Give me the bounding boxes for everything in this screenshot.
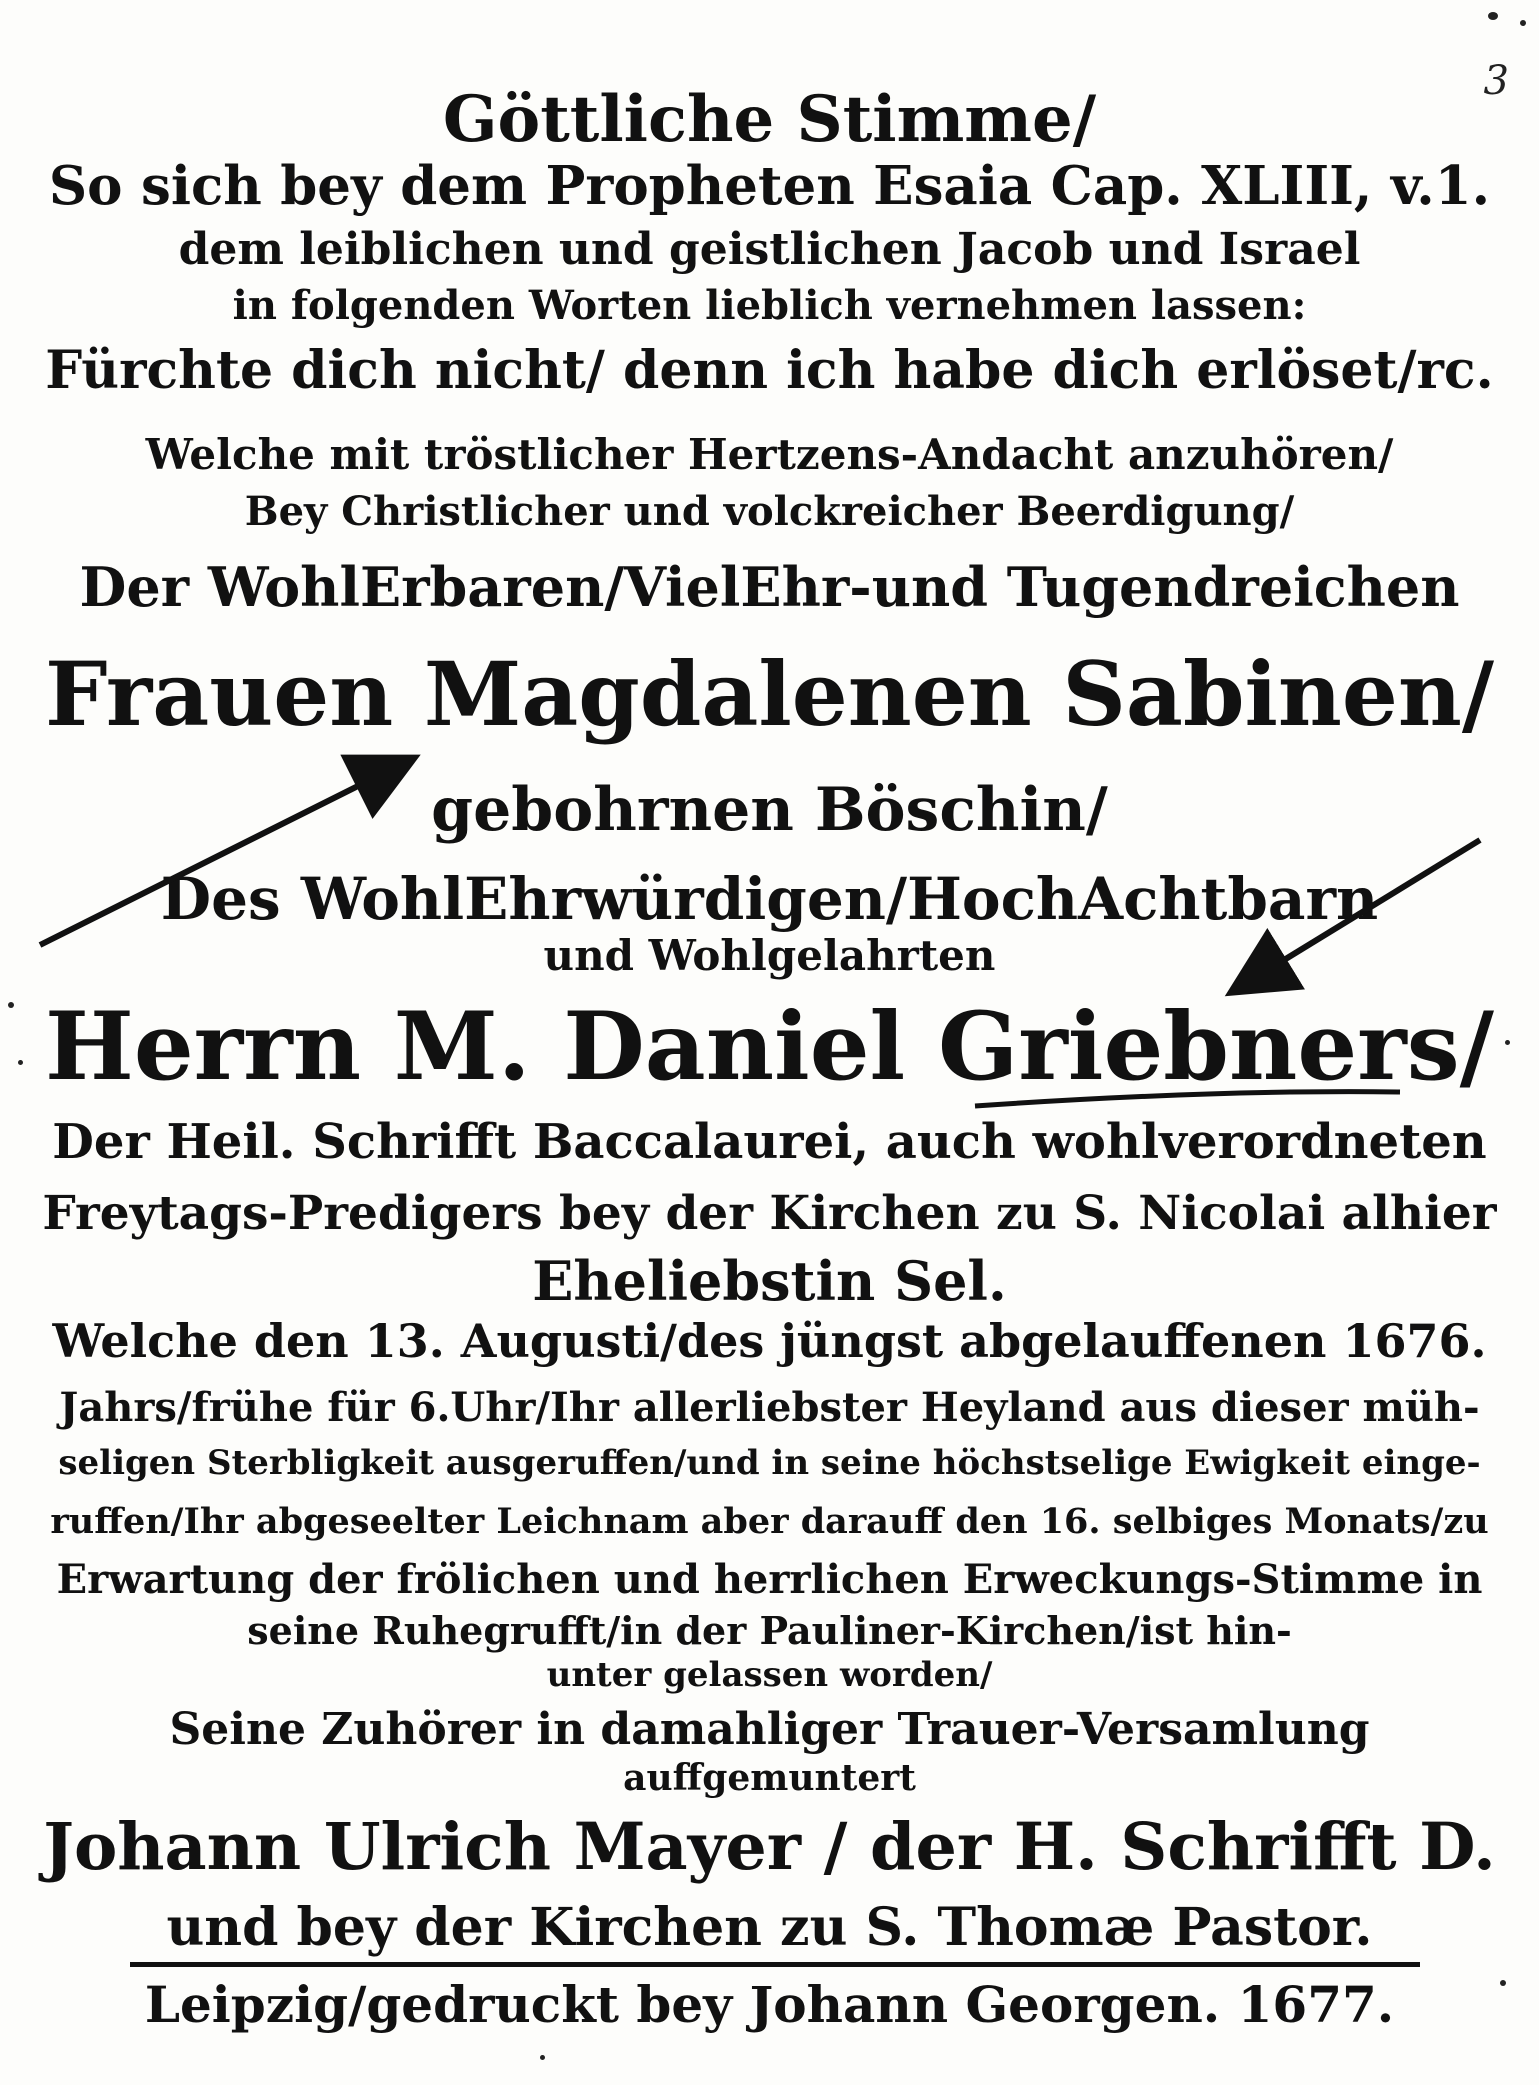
print-speck — [1488, 12, 1498, 20]
text-line: Fürchte dich nicht/ denn ich habe dich erlöset/rc. — [45, 340, 1494, 401]
print-speck — [1520, 20, 1526, 26]
text-line: ruffen/Ihr abgeseelter Leichnam aber darauff den 16. selbiges Monats/zu — [50, 1501, 1489, 1542]
deceased-name-line: Frauen Magdalenen Sabinen/ — [44, 642, 1495, 746]
print-speck — [18, 1060, 23, 1065]
print-speck — [540, 2055, 545, 2060]
text-line: Eheliebstin Sel. — [532, 1249, 1007, 1313]
print-speck — [1500, 1980, 1506, 1986]
text-line: Der Heil. Schrifft Baccalaurei, auch wohlverordneten — [52, 1114, 1487, 1170]
text-line: Welche den 13. Augusti/des jüngst abgelauffenen 1676. — [52, 1314, 1487, 1368]
text-line: seligen Sterbligkeit ausgeruffen/und in seine höchstselige Ewigkeit einge- — [58, 1443, 1481, 1483]
text-line: Erwartung der frölichen und herrlichen Erweckungs-Stimme in — [56, 1556, 1483, 1603]
text-line: So sich bey dem Propheten Esaia Cap. XLIII, v.1. — [48, 155, 1491, 217]
print-speck — [8, 1002, 14, 1008]
title-line: Göttliche Stimme/ — [442, 82, 1097, 157]
text-line: Seine Zuhörer in damahliger Trauer-Versamlung — [169, 1704, 1370, 1755]
text-line: und Wohlgelahrten — [543, 931, 996, 980]
left-arrow — [40, 760, 410, 945]
text-line: Der WohlErbaren/VielEhr-und Tugendreichen — [79, 555, 1460, 619]
husband-name-line: Herrn M. Daniel Griebners/ — [45, 992, 1494, 1102]
author-line: Johann Ulrich Mayer / der H. Schrifft D. — [43, 1809, 1496, 1885]
text-line: und bey der Kirchen zu S. Thomæ Pastor. — [166, 1897, 1373, 1958]
imprint-line: Leipzig/gedruckt bey Johann Georgen. 1677. — [144, 1975, 1395, 2034]
text-line: auffgemuntert — [623, 1757, 916, 1799]
text-line: seine Ruhegrufft/in der Pauliner-Kirchen/ist hin- — [247, 1608, 1292, 1653]
text-line: unter gelassen worden/ — [546, 1655, 993, 1695]
page-number: 3 — [1483, 58, 1509, 104]
text-line: Des WohlEhrwürdigen/HochAchtbarn — [160, 865, 1379, 933]
text-line: dem leiblichen und geistlichen Jacob und Israel — [178, 224, 1361, 275]
print-speck — [1505, 1040, 1510, 1045]
text-line: in folgenden Worten lieblich vernehmen lassen: — [232, 282, 1307, 329]
text-line: Welche mit tröstlicher Hertzens-Andacht anzuhören/ — [145, 430, 1394, 479]
handwritten-underline — [975, 1092, 1400, 1106]
text-line: Bey Christlicher und volckreicher Beerdigung/ — [244, 488, 1295, 535]
right-arrow — [1235, 840, 1480, 990]
text-line: gebohrnen Böschin/ — [431, 775, 1108, 845]
text-line: Freytags-Predigers bey der Kirchen zu S. Nicolai alhier — [42, 1186, 1497, 1241]
text-line: Jahrs/frühe für 6.Uhr/Ihr allerliebster Heyland aus dieser müh- — [59, 1384, 1480, 1431]
